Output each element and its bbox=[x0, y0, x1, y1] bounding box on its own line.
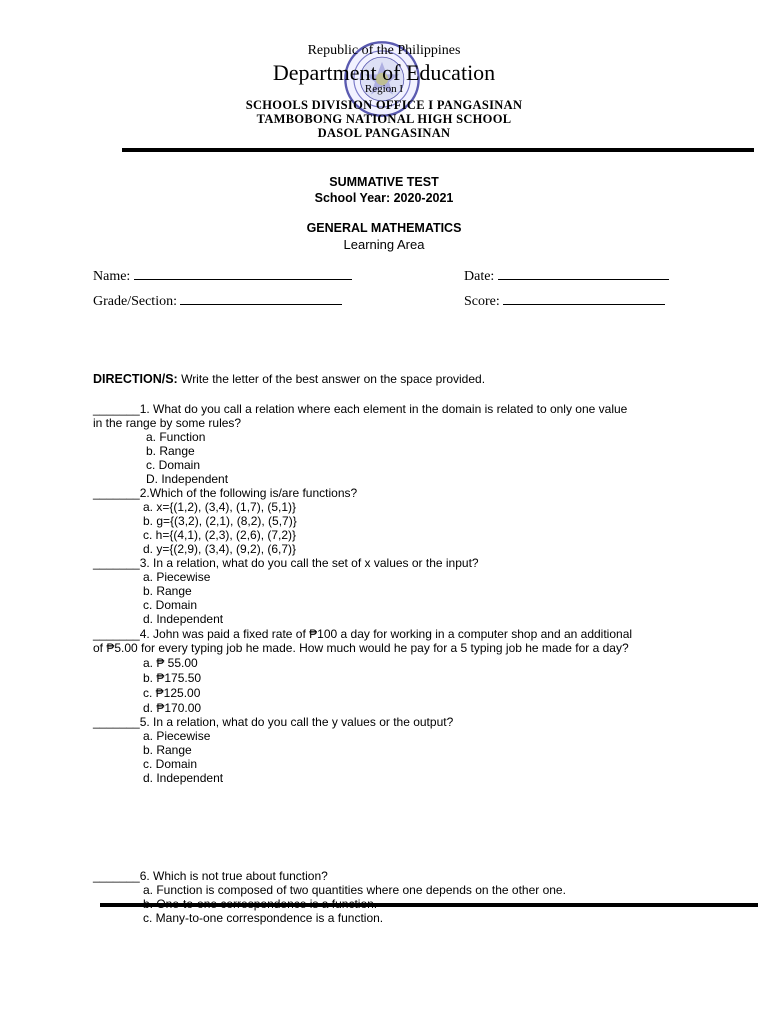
score-field[interactable] bbox=[464, 292, 665, 310]
q2-option-b: b. g={(3,2), (2,1), (8,2), (5,7)} bbox=[143, 514, 297, 528]
q3-option-a: a. Piecewise bbox=[143, 570, 211, 584]
directions-label: DIRECTION/S: bbox=[93, 372, 178, 386]
q5-option-b: b. Range bbox=[143, 743, 192, 757]
q3-option-d: d. Independent bbox=[143, 612, 224, 626]
learning-area-label: Learning Area bbox=[343, 237, 425, 252]
division-office: SCHOOLS DIVISION OFFICE I PANGASINAN bbox=[245, 98, 523, 112]
subject-title: GENERAL MATHEMATICS bbox=[306, 221, 462, 235]
question-1: _______1. What do you call a relation where each element in the domain is related to only one value bbox=[93, 402, 628, 416]
q4-option-c: c. ₱125.00 bbox=[143, 686, 201, 700]
date-label: Date: bbox=[464, 269, 495, 284]
school-year: School Year: 2020-2021 bbox=[314, 191, 454, 205]
q5-option-d: d. Independent bbox=[143, 771, 224, 785]
test-title: SUMMATIVE TEST bbox=[329, 175, 439, 189]
q4-option-d: d. ₱170.00 bbox=[143, 701, 202, 715]
q4-option-a: a. ₱ 55.00 bbox=[143, 656, 198, 670]
q1-option-d: D. Independent bbox=[146, 472, 229, 486]
q2-option-a: a. x={(1,2), (3,4), (1,7), (5,1)} bbox=[143, 500, 297, 514]
question-2: _______2.Which of the following is/are functions? bbox=[93, 486, 358, 500]
directions bbox=[93, 372, 485, 386]
name-field[interactable] bbox=[93, 267, 352, 285]
q5-option-a: a. Piecewise bbox=[143, 729, 211, 743]
date-field[interactable] bbox=[464, 267, 669, 285]
name-blank[interactable] bbox=[134, 267, 352, 280]
q1-option-b: b. Range bbox=[146, 444, 195, 458]
q1-option-a: a. Function bbox=[146, 430, 206, 444]
q2-option-d: d. y={(2,9), (3,4), (9,2), (6,7)} bbox=[143, 542, 297, 556]
q6-option-c: c. Many-to-one correspondence is a function. bbox=[143, 911, 384, 925]
date-blank[interactable] bbox=[498, 267, 669, 280]
q4-option-b: b. ₱175.50 bbox=[143, 671, 202, 685]
directions-text: Write the letter of the best answer on the space provided. bbox=[181, 372, 486, 386]
republic-line: Republic of the Philippines bbox=[307, 43, 461, 58]
question-4-cont: of ₱5.00 for every typing job he made. How much would he pay for a 5 typing job he made for a day? bbox=[93, 641, 629, 655]
header-divider bbox=[122, 148, 754, 152]
department-title: Department of Education bbox=[272, 60, 496, 85]
question-1-cont: in the range by some rules? bbox=[93, 416, 242, 430]
grade-section-field[interactable] bbox=[93, 292, 342, 310]
question-6: _______6. Which is not true about function? bbox=[93, 869, 328, 883]
score-blank[interactable] bbox=[503, 292, 665, 305]
school-location: DASOL PANGASINAN bbox=[317, 126, 451, 140]
question-4: _______4. John was paid a fixed rate of ₱100 a day for working in a computer shop and an additional bbox=[93, 627, 633, 641]
score-label: Score: bbox=[464, 294, 500, 309]
question-5: _______5. In a relation, what do you call the y values or the output? bbox=[93, 715, 454, 729]
q3-option-b: b. Range bbox=[143, 584, 192, 598]
question-3: _______3. In a relation, what do you call the set of x values or the input? bbox=[93, 556, 479, 570]
school-name: TAMBOBONG NATIONAL HIGH SCHOOL bbox=[256, 112, 512, 126]
page-break-rule bbox=[100, 903, 758, 907]
grade-section-label: Grade/Section: bbox=[93, 294, 177, 309]
region-line: Region I bbox=[364, 83, 404, 95]
q1-option-c: c. Domain bbox=[146, 458, 201, 472]
grade-section-blank[interactable] bbox=[180, 292, 342, 305]
q3-option-c: c. Domain bbox=[143, 598, 198, 612]
name-label: Name: bbox=[93, 269, 131, 284]
q5-option-c: c. Domain bbox=[143, 757, 198, 771]
q2-option-c: c. h={(4,1), (2,3), (2,6), (7,2)} bbox=[143, 528, 297, 542]
q6-option-a: a. Function is composed of two quantities where one depends on the other one. bbox=[143, 883, 566, 897]
